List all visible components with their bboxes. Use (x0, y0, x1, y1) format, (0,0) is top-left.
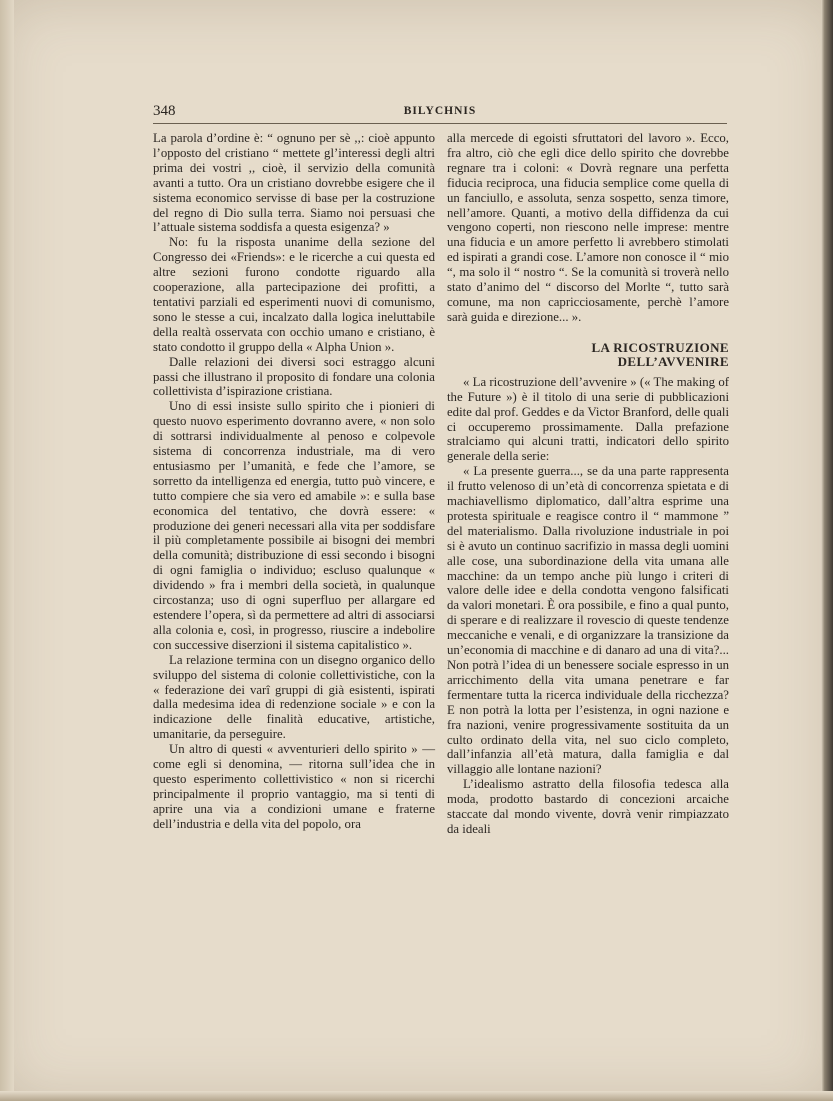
running-head: BILYCHNIS (403, 105, 477, 117)
page-left-edge (0, 0, 14, 1101)
paragraph: « La presente guerra..., se da una parte rappresenta il frutto velenoso di un’età di concorrenza spietata e di machiavellismo diplomatico, dall’altra esprime una protesta spirituale e reagisce contro il “ mammone ” del materialismo. Dalla rivoluzione industriale in poi si è avuto un continuo sacrifizio in massa degli uomini alle cose, una subordinazione della vita umana alle macchine: da un tempo anche più lungo i criteri di valore delle idee e della condotta vengono falsificati da valori monetari. È ora possibile, e fino a qual punto, di sperare e di realizzare il rovescio di queste tendenze meccaniche e venali, e di organizzare la transizione da un’economia di macchine e di danaro ad una di vita?... Non potrà l’idea di un benessere sociale espresso in un arricchimento della vita umana penetrare e far fermentare tutta la ricerca individuale della ricchezza? E non potrà la lotta per l’esistenza, in ogni nazione e fra nazioni, venire progressivamente sostituita da un culto ordinato della vita, nel suo ciclo completo, dall’infanzia all’età matura, dalla famiglia e dal villaggio alle lontane nazioni? (447, 464, 729, 777)
section-title (447, 341, 729, 369)
paragraph: No: fu la risposta unanime della sezione del Congresso dei «Friends»: e le ricerche a cui questa ed altre sezioni furono condotte riguardo alla cooperazione, alla partecipazione dei profitti, a tentativi parziali ed esperimenti nuovi di comunismo, sono le stesse a cui, incalzato dalla logica ineluttabile della realtà osservata con occhio umano e cristiano, è stato condotto il gruppo della « Alpha Union ». (153, 235, 435, 354)
page-header (153, 103, 727, 123)
paragraph: Un altro di questi « avventurieri dello spirito » — come egli si denomina, — ritorna sull’idea che in questo esperimento collettivistico « non si ricerchi principalmente il proprio vantaggio, ma si tenti di aprire una via a condizioni umane e fraterne dell’industria e della vita del popolo, ora (153, 742, 435, 831)
page-bottom-edge (0, 1091, 833, 1101)
page-right-edge (821, 0, 833, 1101)
header-rule (153, 123, 727, 124)
paragraph: Dalle relazioni dei diversi soci estraggo alcuni passi che illustrano il proposito di fondare una colonia collettivista d’ispirazione cristiana. (153, 354, 435, 399)
page-number: 348 (153, 103, 176, 119)
right-column (447, 131, 729, 837)
paragraph: La parola d’ordine è: “ ognuno per sè ,,: cioè appunto l’opposto del cristiano “ mettete gl’interessi degli altri prima dei vostri ,, cioè, il servizio della comunità avanti a tutto. Ora un cristiano dovrebbe esigere che il sistema economico servisse di base per la costruzione del regno di Dio sulla terra. Siamo noi persuasi che l’attuale sistema soddisfa a questa esigenza? » (153, 131, 435, 235)
paragraph: alla mercede di egoisti sfruttatori del lavoro ». Ecco, fra altro, ciò che egli dice dello spirito che dovrebbe regnare tra i coloni: « Dovrà regnare una perfetta fiducia reciproca, una fiducia semplice come quella di un fanciullo, e assoluta, senza sospetto, senza timore, nell’amore. Quanti, a motivo della diffidenza da cui vengono coperti, non riescono nelle imprese: mentre una fiducia e un amore perfetto li avrebbero stimolati ed ispirati a grandi cose. L’amore non conosce il “ mio “, ma solo il “ nostro “. Se la comunità si troverà nello stato d’animo del “ discorso del Morlte “, tutto sarà comune, ma non capricciosamente, perchè l’amore sarà guida e direzione... ». (447, 131, 729, 324)
section-title-line: LA RICOSTRUZIONE (591, 339, 729, 355)
left-column (153, 131, 435, 832)
paragraph: L’idealismo astratto della filosofia tedesca alla moda, prodotto bastardo di concezioni arcaiche staccate dal mondo vivente, dovrà venir rimpiazzato da ideali (447, 777, 729, 836)
section-title-line: DELL’AVVENIRE (617, 353, 729, 369)
paragraph: Uno di essi insiste sullo spirito che i pionieri di questo nuovo esperimento dovranno avere, « non solo di sottrarsi individualmente al penoso e colpevole sistema di concorrenza industriale, ma di vero entusiasmo per l’umanità, e fede che l’amore, se sorretto da intelligenza ed energia, tutto può vincere, e tutto compiere che sia vero ed amabile »: e sulla base economica del tentativo, che dovrà essere: « produzione dei generi necessari alla vita per soddisfare il più completamente possibile ai bisogni dei membri della comunità; distribuzione di essi secondo i bisogni di ogni famiglia o individuo; escluso qualunque « dividendo » fra i membri della società, in qualunque circostanza; uso di ogni superfluo per allargare ed estendere l’opera, sì da permettere ad altri di associarsi alla colonia e, così, in progresso, riuscire a indebolire con successive diserzioni il sistema capitalistico ». (153, 399, 435, 652)
paragraph: « La ricostruzione dell’avvenire » (« The making of the Future ») è il titolo di una serie di pubblicazioni edite dal prof. Geddes e da Victor Branford, delle quali ci occuperemo prossimamente. Dalla prefazione stralciamo qui alcuni tratti, indicatori dello spirito generale della serie: (447, 374, 729, 464)
paragraph: La relazione termina con un disegno organico dello sviluppo del sistema di colonie collettivistiche, con la « federazione dei varî gruppi di già esistenti, ispirati dalla medesima idea di redenzione sociale » e con la indicazione delle finalità educative, artistiche, umanitarie, da perseguire. (153, 652, 435, 742)
